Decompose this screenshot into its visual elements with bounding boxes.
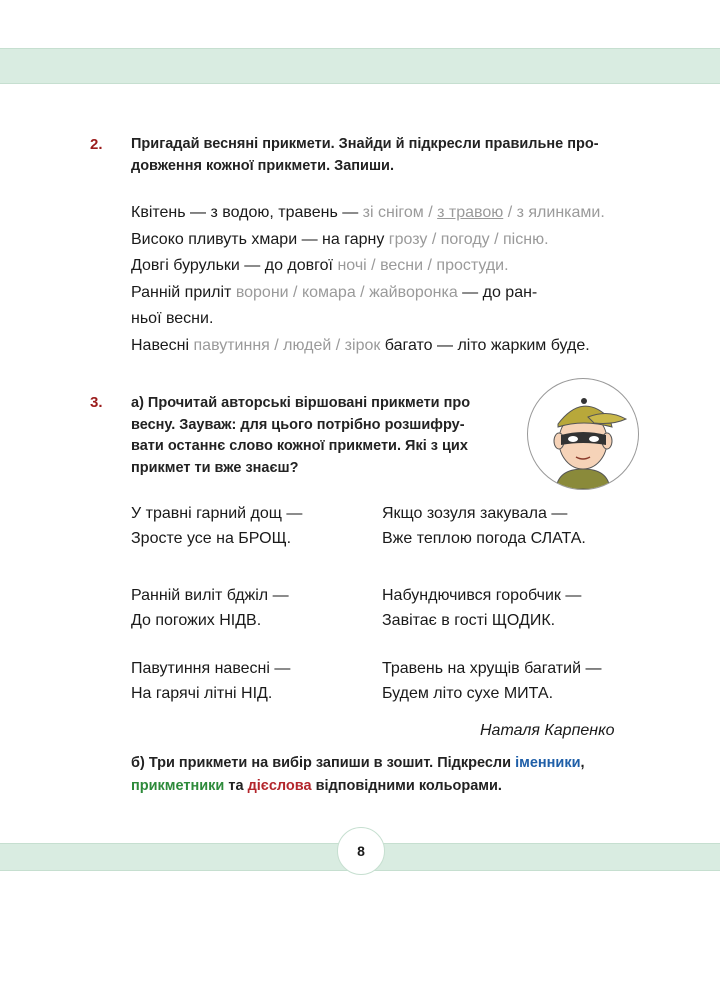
- sentence-3: Довгі бурульки — до довгої ночі / весни / простуди.: [131, 257, 509, 274]
- nouns-word: іменники: [515, 755, 581, 771]
- poem-1: У травні гарний дощ — Зросте усе на БРОЩ.: [131, 505, 303, 547]
- top-decorative-band: [0, 48, 720, 84]
- poem-2: Якщо зозуля закувала — Вже теплою погода СЛАТА.: [382, 505, 586, 547]
- option: ворони: [235, 283, 289, 301]
- option: зі снігом: [362, 204, 424, 221]
- task-2-sentences: [131, 200, 651, 359]
- sentence-4-continued: ньої весни.: [131, 310, 214, 327]
- option: павутиння: [193, 336, 270, 354]
- poem-4: Набундючився горобчик — Завітає в гості ЩОДИК.: [382, 587, 582, 629]
- option: грозу: [388, 230, 428, 248]
- sentence-2: Високо пливуть хмари — на гарну грозу / погоду / пісню.: [131, 230, 549, 248]
- option: з ялинками.: [516, 204, 605, 221]
- task-3-part-b: б) Три прикмети на вибір запиши в зошит. Підкресли іменники, прикметники та дієслова відповідними кольорами.: [131, 755, 585, 794]
- task-2-instruction-line-1: Пригадай весняні прикмети. Знайди й підкресли правильне про-: [131, 136, 599, 152]
- task-3-number: 3.: [90, 394, 103, 411]
- option: ночі: [337, 257, 367, 274]
- poem-6: Травень на хрущів багатий — Будем літо сухе МИТА.: [382, 660, 602, 702]
- poem-3: Ранній виліт бджіл — До погожих НІДВ.: [131, 587, 289, 629]
- option: пісню.: [503, 230, 549, 248]
- option: жайворонка: [369, 283, 458, 301]
- option-underlined: з травою: [437, 204, 504, 221]
- poem-5: Павутиння навесні — На гарячі літні НІД.: [131, 660, 291, 702]
- verbs-word: дієслова: [247, 778, 312, 794]
- page-number: 8: [337, 827, 385, 875]
- sentence-4: Ранній приліт ворони / комара / жайворонка — до ран-: [131, 283, 538, 301]
- option: погоду: [440, 230, 490, 248]
- task-2-instruction-line-2: довження кожної прикмети. Запиши.: [131, 158, 394, 174]
- adjectives-word: прикметники: [131, 778, 225, 794]
- option: комара: [301, 283, 356, 301]
- boy-character-illustration: [527, 378, 639, 490]
- option: зірок: [344, 336, 381, 354]
- task-3-part-a: а) Прочитай авторські віршовані прикмети про весну. Зауваж: для цього потрібно розшифру- вати останнє слово кожної прикмети. Які з цих прикмет ти вже знаєш?: [131, 395, 471, 476]
- poem-author: Наталя Карпенко: [480, 722, 615, 739]
- option: людей: [283, 336, 332, 354]
- option: простуди.: [436, 257, 509, 274]
- option: весни: [380, 257, 424, 274]
- sentence-1: Квітень — з водою, травень — зі снігом / з травою / з ялинками.: [131, 204, 605, 221]
- sentence-5: Навесні павутиння / людей / зірок багато — літо жарким буде.: [131, 336, 590, 354]
- task-2-number: 2.: [90, 136, 103, 153]
